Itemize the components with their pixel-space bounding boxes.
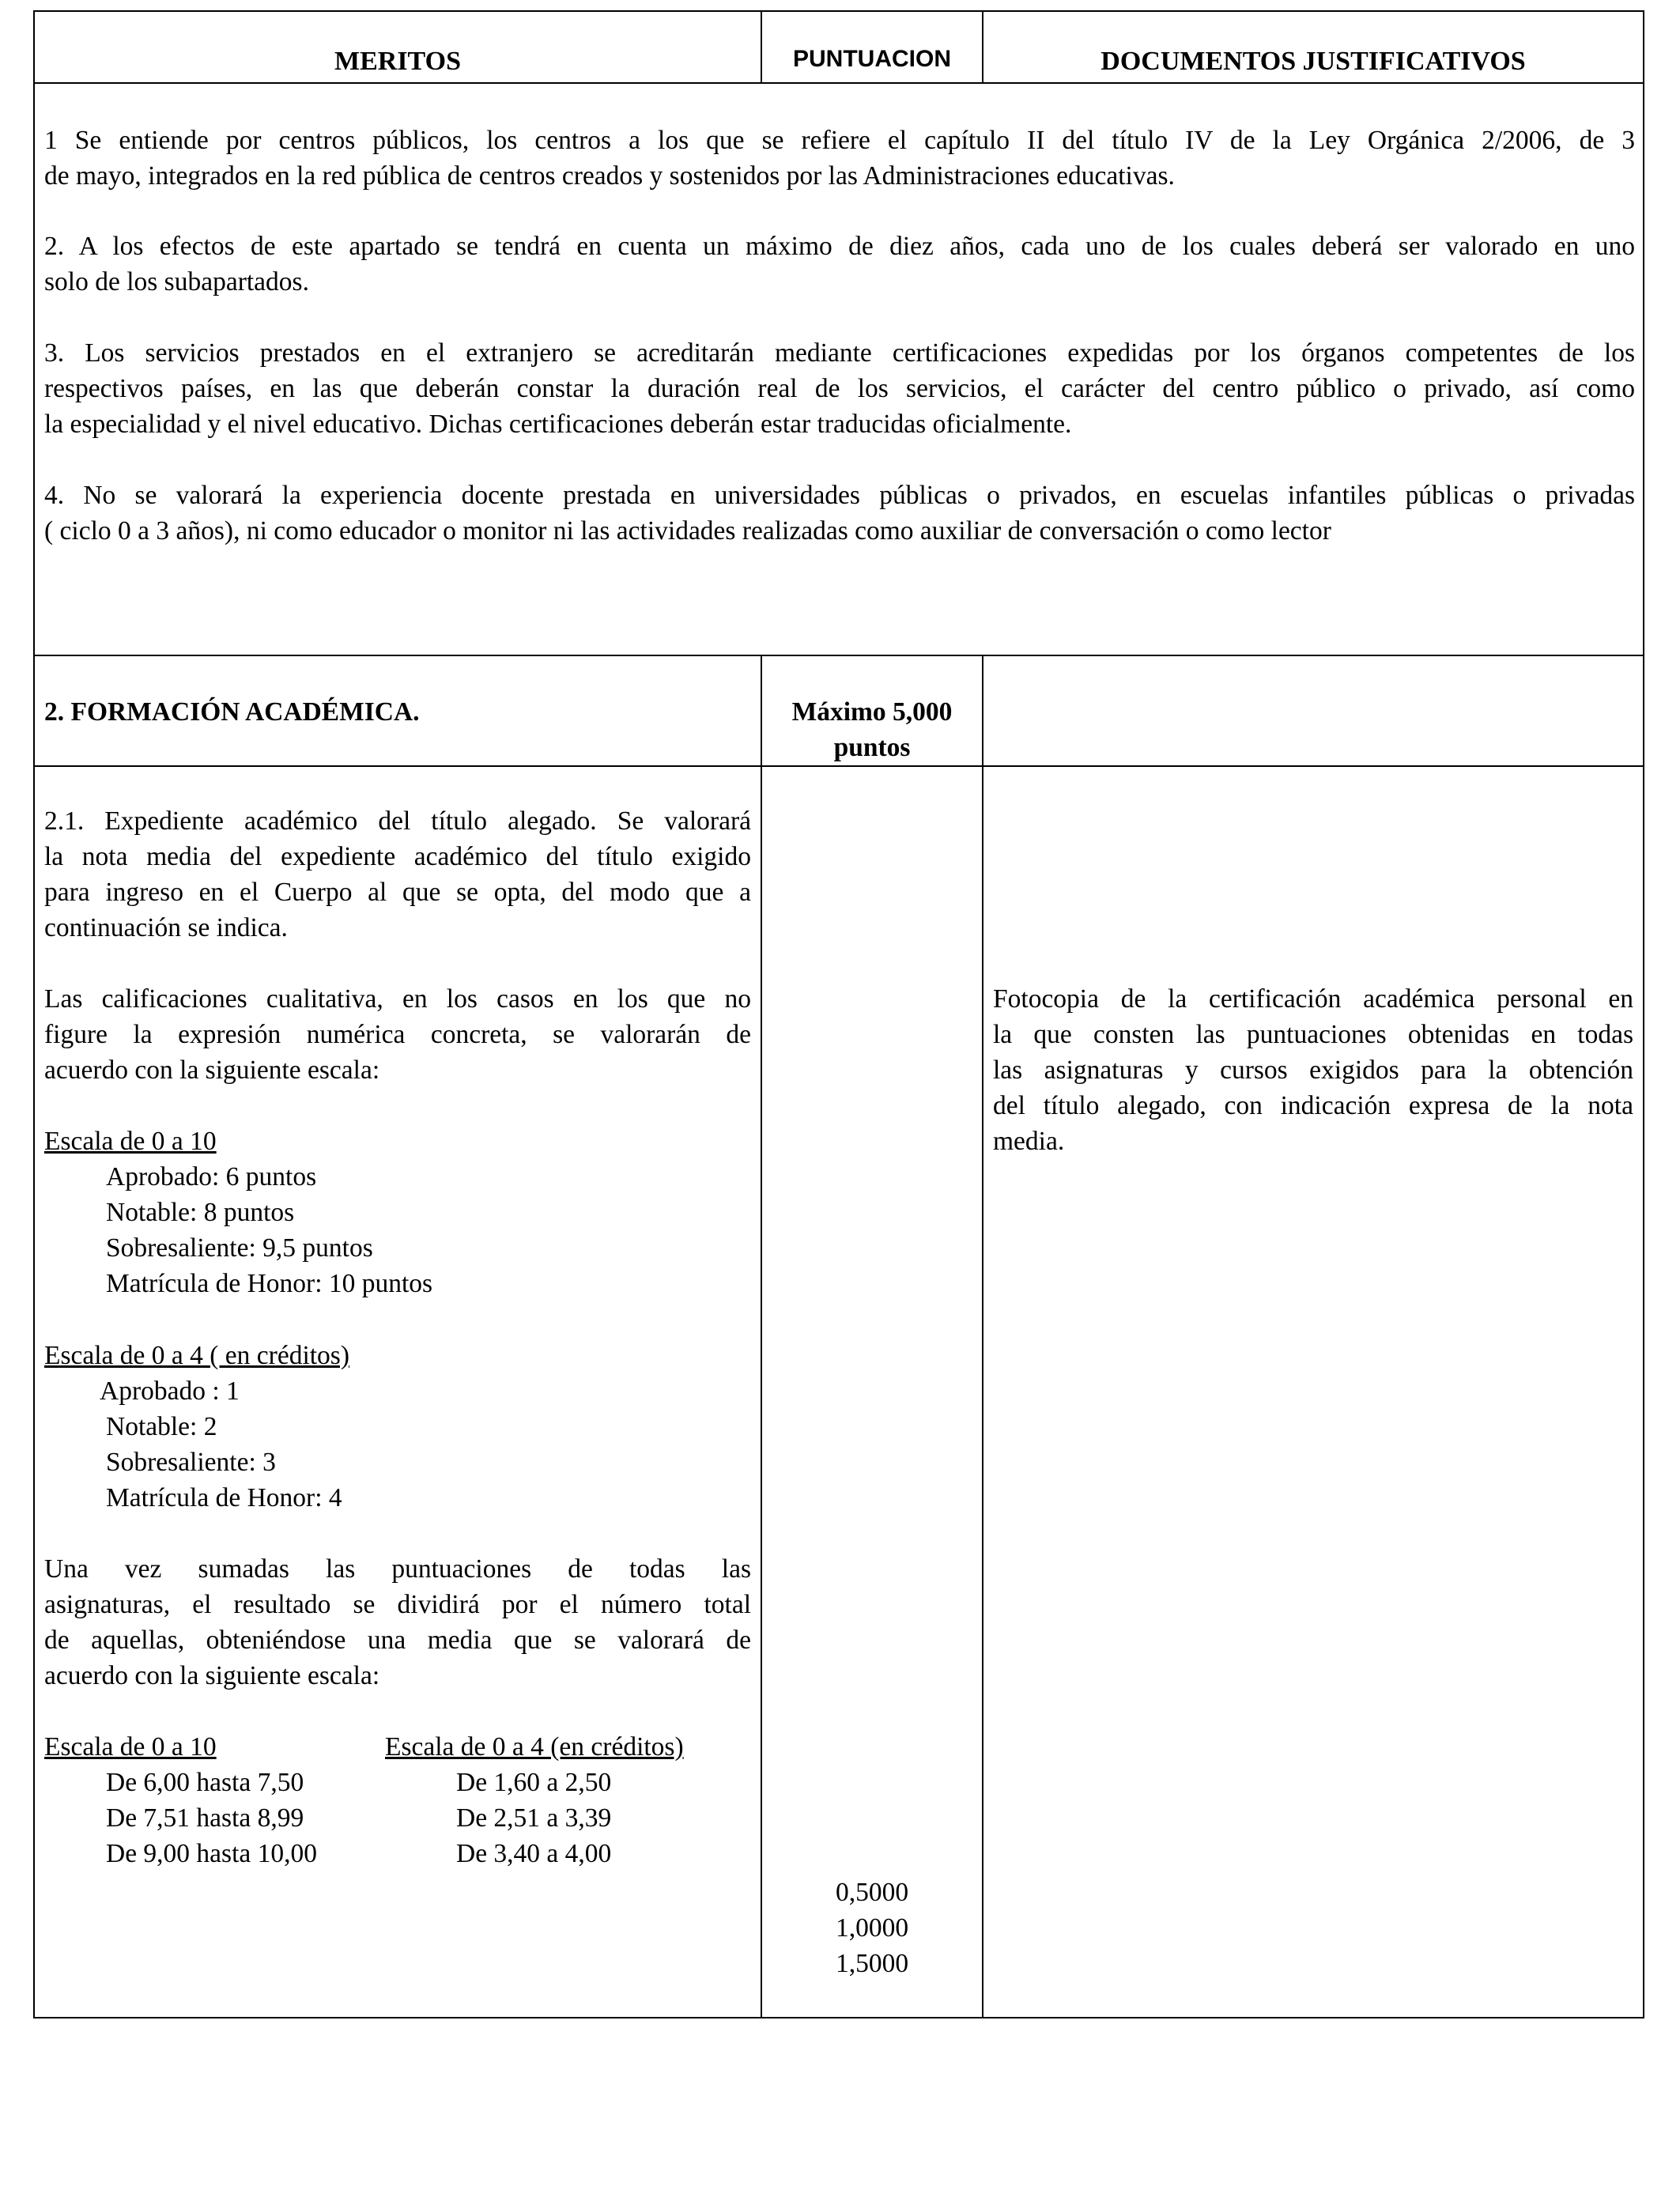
para3-line-2: asignaturas, el resultado se dividirá por el número total: [44, 1590, 751, 1619]
max-points-line-2: puntos: [833, 733, 911, 762]
scale4-item: Sobresaliente: 3: [106, 1448, 276, 1477]
table-border-top: [33, 10, 1644, 12]
note-3-line-3: la especialidad y el nivel educativo. Dichas certificaciones deberán estar traducidas oficialmente.: [44, 410, 1072, 439]
score-value: 0,5000: [835, 1878, 909, 1907]
grade-table-right-cell: De 1,60 a 2,50: [456, 1768, 612, 1797]
note-1-line-1: 1 Se entiende por centros públicos, los centros a los que se refiere el capítulo II del título IV de la Ley Orgánica 2/2006, de 3: [44, 126, 1635, 155]
table-border-right: [1643, 10, 1644, 2018]
scale10-item: Aprobado: 6 puntos: [106, 1162, 317, 1191]
scale4-item: Aprobado : 1: [100, 1376, 240, 1406]
para3-line-4: acuerdo con la siguiente escala:: [44, 1661, 380, 1690]
para2-line-3: acuerdo con la siguiente escala:: [44, 1055, 380, 1085]
section-title: 2. FORMACIÓN ACADÉMICA.: [44, 697, 420, 727]
scale10-item: Sobresaliente: 9,5 puntos: [106, 1233, 373, 1263]
header-row-divider: [33, 82, 1644, 84]
documents-line: Fotocopia de la certificación académica personal en: [993, 984, 1633, 1014]
scale4-item: Matrícula de Honor: 4: [106, 1483, 342, 1512]
scale10-item: Notable: 8 puntos: [106, 1198, 295, 1227]
para1-line-2: la nota media del expediente académico del título exigido: [44, 842, 751, 871]
score-value: 1,5000: [835, 1949, 909, 1978]
note-4-line-2: ( ciclo 0 a 3 años), ni como educador o monitor ni las actividades realizadas como auxiliar de conversación o como lector: [44, 516, 1331, 546]
para2-line-2: figure la expresión numérica concreta, se valorarán de: [44, 1020, 751, 1049]
para1-line-1: 2.1. Expediente académico del título alegado. Se valorará: [44, 806, 751, 836]
grade-table-left-cell: De 7,51 hasta 8,99: [106, 1803, 304, 1833]
grade-table-header-right: Escala de 0 a 4 (en créditos): [385, 1732, 684, 1762]
score-value: 1,0000: [835, 1913, 909, 1943]
scale10-item: Matrícula de Honor: 10 puntos: [106, 1269, 433, 1298]
para1-line-4: continuación se indica.: [44, 913, 288, 942]
column-header-meritos: MERITOS: [334, 47, 461, 76]
grade-table-right-cell: De 3,40 a 4,00: [456, 1839, 612, 1868]
documents-line: las asignaturas y cursos exigidos para la obtención: [993, 1055, 1633, 1085]
note-1-line-2: de mayo, integrados en la red pública de centros creados y sostenidos por las Administraciones educativas.: [44, 161, 1175, 191]
grade-table-right-cell: De 2,51 a 3,39: [456, 1803, 612, 1833]
column-header-puntuacion: PUNTUACION: [793, 46, 951, 72]
note-3-line-2: respectivos países, en las que deberán constar la duración real de los servicios, el carácter del centro público o privado, así como: [44, 374, 1635, 403]
documents-line: del título alegado, con indicación expresa de la nota: [993, 1091, 1633, 1120]
table-border-left: [33, 10, 35, 2018]
max-points-line-1: Máximo 5,000: [791, 697, 953, 727]
note-3-line-1: 3. Los servicios prestados en el extranjero se acreditarán mediante certificaciones expedidas por los órganos competentes de los: [44, 338, 1635, 368]
para3-line-3: de aquellas, obteniéndose una media que se valorará de: [44, 1626, 751, 1655]
scale10-title: Escala de 0 a 10: [44, 1127, 217, 1156]
note-2-line-1: 2. A los efectos de este apartado se tendrá en cuenta un máximo de diez años, cada uno de los cuales deberá ser valorado en uno: [44, 232, 1635, 261]
documents-line: la que consten las puntuaciones obtenidas en todas: [993, 1020, 1633, 1049]
para2-line-1: Las calificaciones cualitativa, en los casos en los que no: [44, 984, 751, 1014]
column-header-documentos: DOCUMENTOS JUSTIFICATIVOS: [1100, 47, 1526, 76]
para1-line-3: para ingreso en el Cuerpo al que se opta, del modo que a: [44, 878, 751, 907]
notes-row-divider: [33, 655, 1644, 656]
scale4-item: Notable: 2: [106, 1412, 217, 1441]
note-2-line-2: solo de los subapartados.: [44, 267, 309, 296]
grade-table-left-cell: De 9,00 hasta 10,00: [106, 1839, 318, 1868]
note-4-line-1: 4. No se valorará la experiencia docente prestada en universidades públicas o privados, en escuelas infantiles públicas o privadas: [44, 481, 1635, 510]
table-border-bottom: [33, 2017, 1644, 2018]
scale4-title: Escala de 0 a 4 ( en créditos): [44, 1341, 350, 1370]
grade-table-header-left: Escala de 0 a 10: [44, 1732, 217, 1762]
para3-line-1: Una vez sumadas las puntuaciones de todas las: [44, 1554, 751, 1584]
column-divider-1: [761, 655, 762, 2018]
grade-table-left-cell: De 6,00 hasta 7,50: [106, 1768, 304, 1797]
column-divider-2: [982, 655, 983, 2018]
documents-line: media.: [993, 1127, 1065, 1156]
